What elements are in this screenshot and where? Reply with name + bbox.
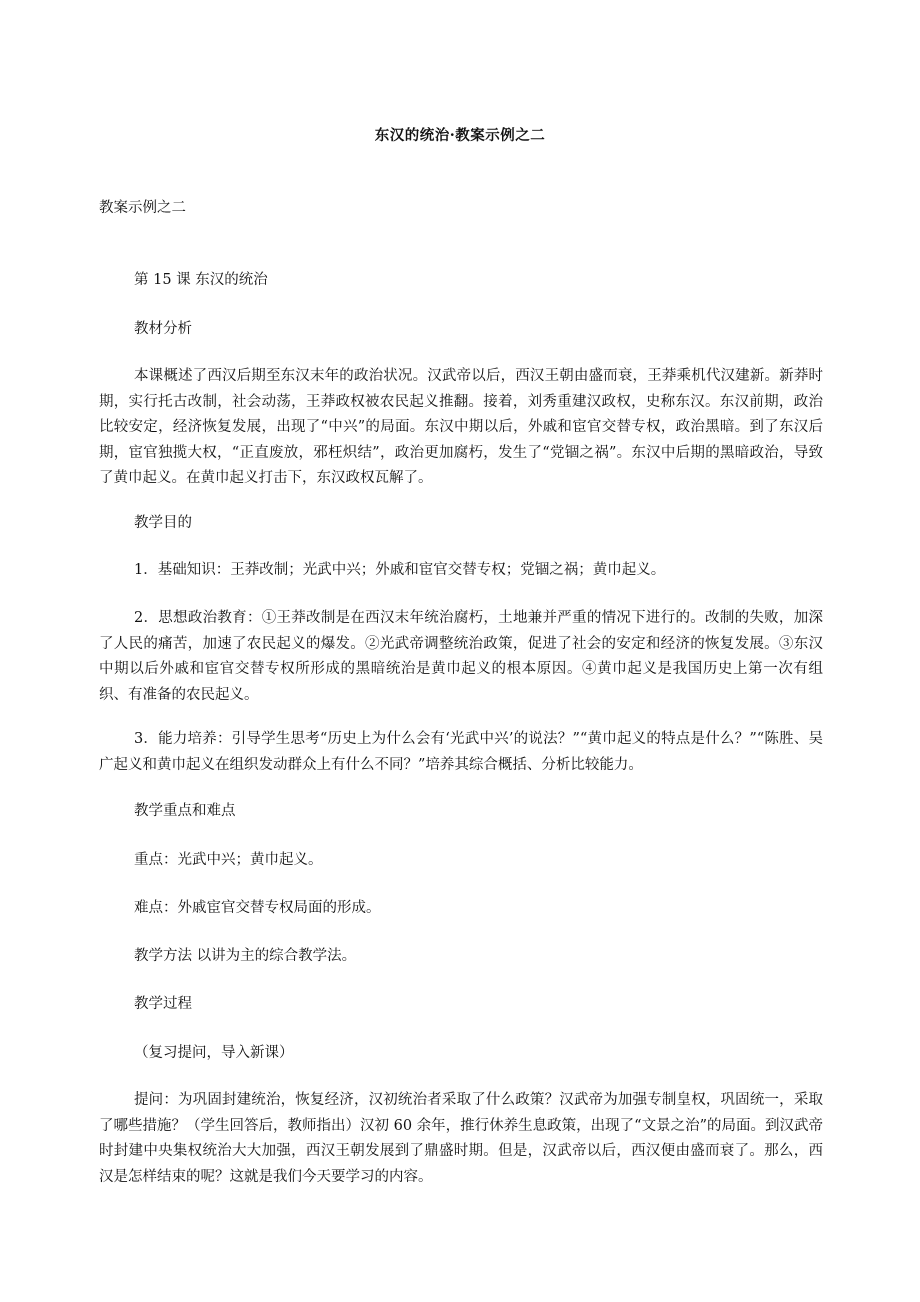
question-paragraph: 提问：为巩固封建统治，恢复经济，汉初统治者采取了什么政策？汉武帝为加强专制皇权，巩固统一，采取了哪些措施？（学生回答后，教师指出）汉初 60 余年，推行休养生息政策，出现了“文景之治”的局面。到汉武帝时封建中央集权统治大大加强，西汉王朝发展到了鼎盛时期。但是，汉武帝以后，西汉便由盛而衰了。那么，西汉是怎样结束的呢？这就是我们今天要学习的内容。 bbox=[99, 1092, 823, 1185]
difficulty-point: 难点：外戚宦官交替专权局面的形成。 bbox=[134, 900, 381, 916]
teaching-method: 教学方法 以讲为主的综合教学法。 bbox=[134, 948, 357, 964]
section-heading-key: 教学重点和难点 bbox=[134, 803, 236, 819]
review-note: （复习提问，导入新课） bbox=[134, 1045, 294, 1061]
key-point: 重点：光武中兴；黄巾起义。 bbox=[134, 852, 323, 868]
document-title: 东汉的统治·教案示例之二 bbox=[374, 127, 546, 144]
section-heading-goals: 教学目的 bbox=[134, 515, 192, 531]
lesson-heading: 第 15 课 东汉的统治 bbox=[134, 272, 268, 288]
document-subtitle: 教案示例之二 bbox=[99, 200, 186, 216]
goal-item-3: 3．能力培养：引导学生思考“历史上为什么会有‘光武中兴’的说法？”“黄巾起义的特点是什么？”“陈胜、吴广起义和黄巾起义在组织发动群众上有什么不同？”培养其综合概括、分析比较能力。 bbox=[99, 731, 823, 773]
section-heading-material: 教材分析 bbox=[134, 321, 192, 337]
goal-item-2: 2．思想政治教育：①王莽改制是在西汉末年统治腐朽，土地兼并严重的情况下进行的。改制的失败，加深了人民的痛苦，加速了农民起义的爆发。②光武帝调整统治政策，促进了社会的安定和经济的恢复发展。③东汉中期以后外戚和宦官交替专权所形成的黑暗统治是黄巾起义的根本原因。④黄巾起义是我国历史上第一次有组织、有准备的农民起义。 bbox=[99, 610, 823, 703]
goal-item-1: 1．基础知识：王莽改制；光武中兴；外戚和宦官交替专权；党锢之祸；黄巾起义。 bbox=[134, 562, 666, 578]
section-heading-process: 教学过程 bbox=[134, 996, 192, 1012]
material-paragraph: 本课概述了西汉后期至东汉末年的政治状况。汉武帝以后，西汉王朝由盛而衰，王莽乘机代汉建新。新莽时期，实行托古改制，社会动荡，王莽政权被农民起义推翻。接着，刘秀重建汉政权，史称东汉。东汉前期，政治比较安定，经济恢复发展，出现了“中兴”的局面。东汉中期以后，外戚和宦官交替专权，政治黑暗。到了东汉后期，宦官独揽大权，“正直废放，邪枉炽结”，政治更加腐朽，发生了“党锢之祸”。东汉中后期的黑暗政治，导致了黄巾起义。在黄巾起义打击下，东汉政权瓦解了。 bbox=[99, 368, 823, 486]
